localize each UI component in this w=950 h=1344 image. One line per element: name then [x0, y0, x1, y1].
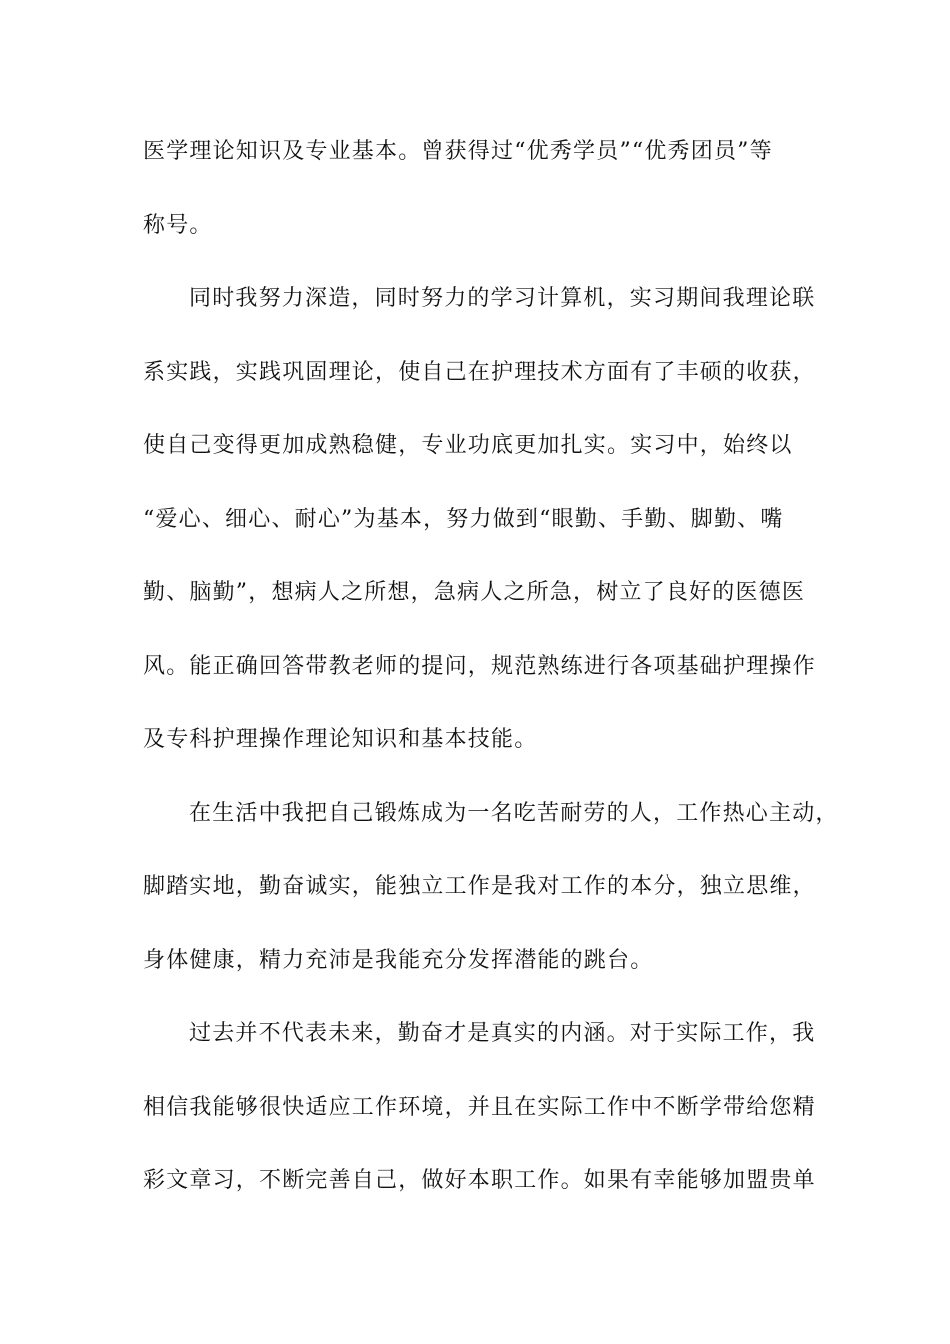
- text-line: 在生活中我把自己锻炼成为一名吃苦耐劳的人，工作热心主动，: [189, 800, 839, 826]
- body-text: [143, 128, 839, 1231]
- text-line: 使自己变得更加成熟稳健，专业功底更加扎实。实习中，始终以: [143, 433, 793, 458]
- text-line: 同时我努力深造，同时努力的学习计算机，实习期间我理论联: [189, 286, 816, 311]
- text-line: 风。能正确回答带教老师的提问，规范熟练进行各项基础护理操作: [143, 653, 816, 679]
- text-line: 系实践，实践巩固理论，使自己在护理技术方面有了丰硕的收获，: [143, 359, 816, 385]
- text-line: 及专科护理操作理论知识和基本技能。: [143, 727, 538, 752]
- text-line: 身体健康，精力充沛是我能充分发挥潜能的跳台。: [143, 947, 654, 973]
- text-line: 脚踏实地，勤奋诚实，能独立工作是我对工作的本分，独立思维，: [143, 874, 816, 899]
- text-line: 称号。: [143, 212, 213, 238]
- text-line: 医学理论知识及专业基本。曾获得过“优秀学员”“优秀团员”等: [143, 139, 773, 164]
- text-line: 彩文章习，不断完善自己，做好本职工作。如果有幸能够加盟贵单: [143, 1168, 816, 1193]
- text-line: “爱心、细心、耐心”为基本，努力做到“眼勤、手勤、脚勤、嘴: [143, 506, 784, 532]
- text-line: 相信我能够很快适应工作环境，并且在实际工作中不断学带给您精: [143, 1094, 816, 1120]
- text-line: 过去并不代表未来，勤奋才是真实的内涵。对于实际工作，我: [189, 1021, 816, 1046]
- text-line: 勤、脑勤”，想病人之所想，急病人之所急，树立了良好的医德医: [143, 580, 806, 605]
